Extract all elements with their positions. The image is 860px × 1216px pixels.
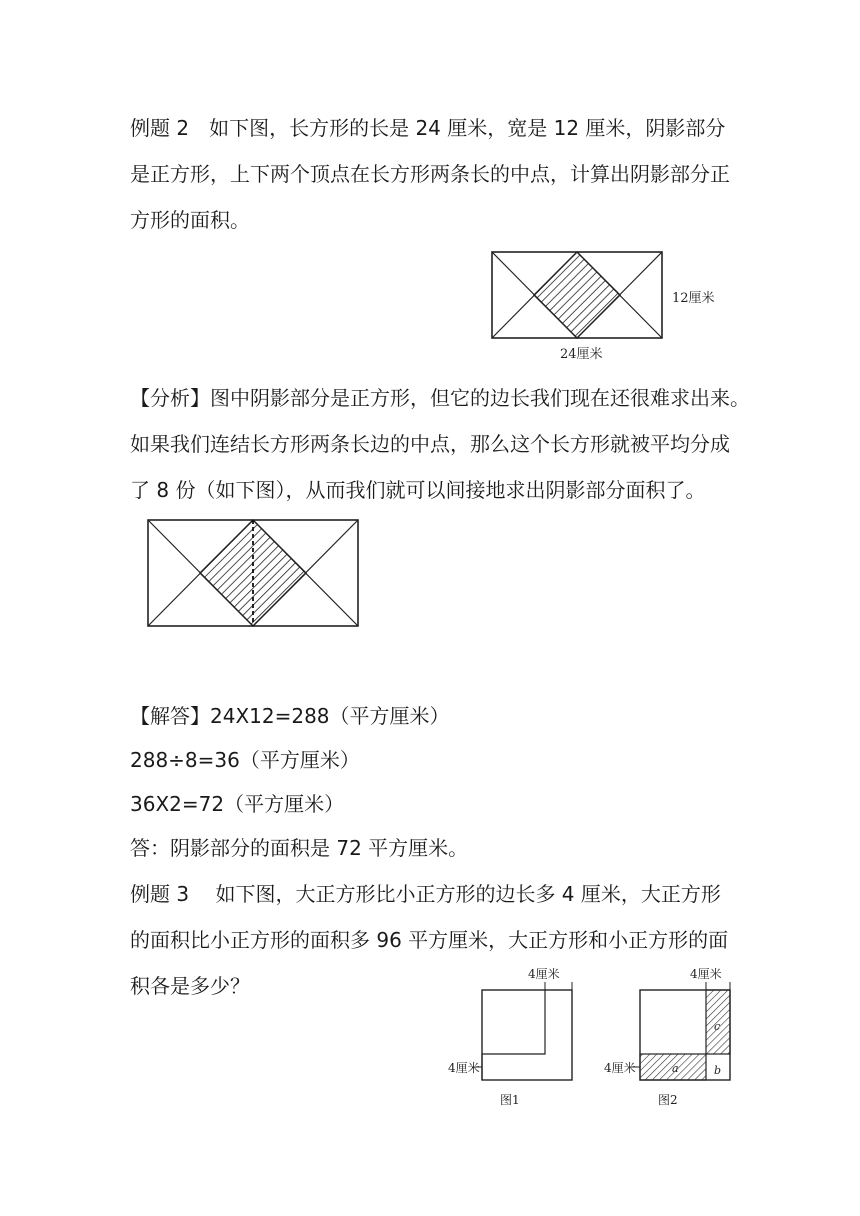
analysis-line-2: 如果我们连结长方形两条长边的中点，那么这个长方形就被平均分成 bbox=[130, 432, 730, 456]
rectangle-figure-2 bbox=[140, 514, 370, 636]
rectangle-figure-1 bbox=[480, 244, 750, 366]
label-b: b bbox=[714, 1064, 722, 1077]
example3-line-1: 例题 3 如下图，大正方形比小正方形的边长多 4 厘米，大正方形 bbox=[130, 882, 721, 906]
shaded-square bbox=[534, 252, 620, 338]
solution-line-2: 288÷8=36（平方厘米） bbox=[130, 748, 360, 772]
example2-line-2: 是正方形，上下两个顶点在长方形两条长的中点，计算出阴影部分正 bbox=[130, 162, 730, 186]
square-figure-1 bbox=[440, 962, 590, 1112]
figure-caption: 图2 bbox=[658, 1093, 678, 1107]
top-label: 4厘米 bbox=[528, 967, 560, 981]
side-label: 4厘米 bbox=[448, 1061, 480, 1075]
large-square bbox=[482, 990, 572, 1080]
length-label: 24厘米 bbox=[560, 347, 603, 362]
answer-line: 答：阴影部分的面积是 72 平方厘米。 bbox=[130, 836, 469, 860]
solution-line-1: 【解答】24X12=288（平方厘米） bbox=[130, 704, 450, 728]
figure-caption: 图1 bbox=[500, 1093, 520, 1107]
label-c: c bbox=[714, 1020, 721, 1033]
label-a: a bbox=[672, 1062, 679, 1075]
example3-line-3: 积各是多少？ bbox=[130, 974, 250, 998]
example3-line-2: 的面积比小正方形的面积多 96 平方厘米，大正方形和小正方形的面 bbox=[130, 928, 729, 952]
example2-line-1: 例题 2 如下图，长方形的长是 24 厘米，宽是 12 厘米，阴影部分 bbox=[130, 116, 726, 140]
analysis-line-3: 了 8 份（如下图），从而我们就可以间接地求出阴影部分面积了。 bbox=[130, 478, 706, 502]
solution-line-3: 36X2=72（平方厘米） bbox=[130, 792, 345, 816]
analysis-line-1: 【分析】图中阴影部分是正方形，但它的边长我们现在还很难求出来。 bbox=[130, 386, 750, 410]
example2-line-3: 方形的面积。 bbox=[130, 208, 250, 232]
side-label: 4厘米 bbox=[604, 1061, 636, 1075]
small-square-edge bbox=[482, 990, 545, 1054]
top-label: 4厘米 bbox=[690, 967, 722, 981]
square-figure-2 bbox=[600, 962, 750, 1112]
width-label: 12厘米 bbox=[672, 291, 715, 306]
